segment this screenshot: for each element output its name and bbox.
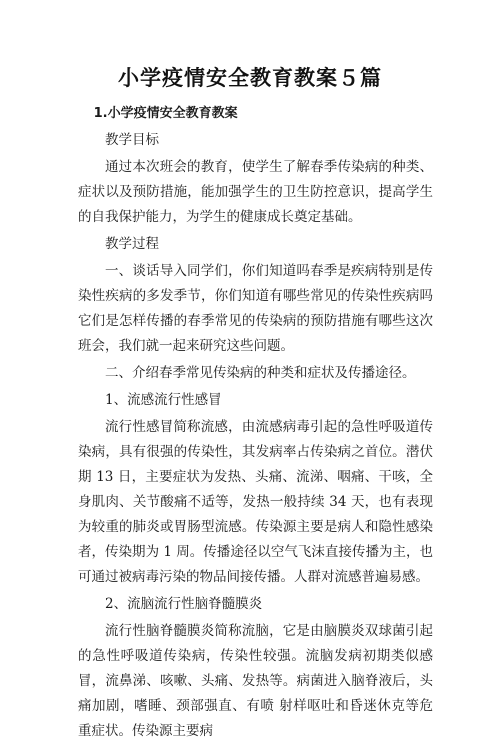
paragraph-teaching-process-heading: 教学过程 [105, 236, 159, 252]
paragraph-teaching-goal-heading: 教学目标 [105, 132, 159, 148]
paragraph-teaching-goal: 通过本次班会的教育，使学生了解春季传染病的种类、症状以及预防措施，能加强学生的卫生防控意识，提高学生的自我保护能力，为学生的健康成长奠定基础。 [78, 159, 433, 225]
paragraph-flu: 流行性感冒简称流感，由流感病毒引起的急性呼吸道传染病，具有很强的传染性，其发病率占传染病之首位。潜伏期 13 日，主要症状为发热、头痛、流涕、咽痛、干咳，全身肌肉、关节酸痛不适等，发热一般持续 34 天，也有表现为较重的肺炎或胃肠型流感。传染源主要是病人和隐性感染者，传染期为 1 周。传播途径以空气飞沫直接传播为主，也可通过被病毒污染的物品间接传播。人群对流感普遍易感。 [78, 419, 433, 585]
document-body [78, 101, 433, 746]
paragraph-flu-heading: 1、流感流行性感冒 [105, 392, 222, 408]
paragraph-meningitis: 流行性脑脊髓膜炎简称流脑，它是由脑膜炎双球菌引起的急性呼吸道传染病，传染性较强。流脑发病初期类似感冒，流鼻涕、咳嗽、头痛、发热等。病菌进入脑脊液后，头痛加剧，嗜睡、颈部强直、有喷 射样呕吐和昏迷休克等危重症状。传染源主要病 [78, 623, 433, 739]
document-title: 小学疫情安全教育教案５篇 [118, 66, 382, 90]
section-heading: 1.小学疫情安全教育教案 [93, 106, 238, 121]
paragraph-diseases-intro: 二、介绍春季常见传染病的种类和症状及传播途径。 [105, 365, 416, 381]
paragraph-introduction: 一、谈话导入同学们，你们知道吗春季是疾病特别是传染性疾病的多发季节，你们知道有哪些常见的传染性疾病吗它们是怎样传播的春季常见的传染病的预防措施有哪些这次班会，我们就一起来研究这些问题。 [78, 263, 433, 354]
paragraph-meningitis-heading: 2、流脑流行性脑脊髓膜炎 [105, 596, 263, 612]
